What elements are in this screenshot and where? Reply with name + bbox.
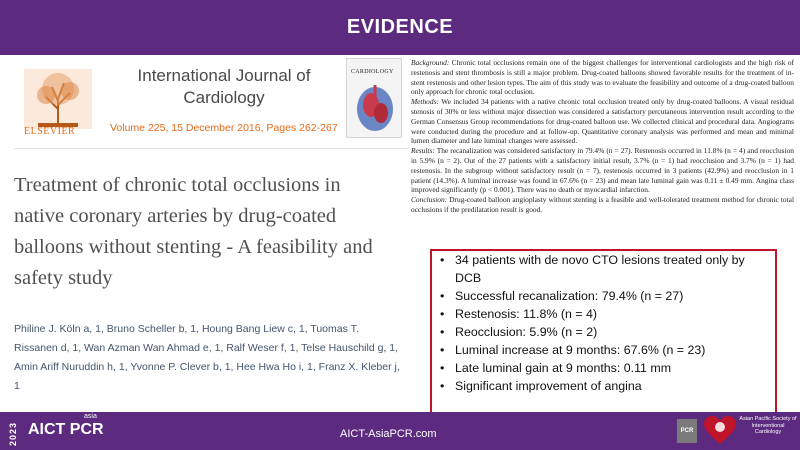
- cover-heart-image: [353, 81, 397, 133]
- abstract-conclusion: [411, 195, 794, 215]
- article-title: Treatment of chronic total occlusions in native coronary arteries by drug-coated balloons without stenting - A feasibility and safety study: [14, 174, 373, 289]
- slide-header: [0, 0, 800, 55]
- journal-masthead: [14, 62, 344, 142]
- apsic-society-name: Asian Pacific Society of Interventional Cardiology: [739, 416, 797, 435]
- abstract-methods-text: We included 34 patients with a native chronic total occlusion treated only by drug-coated balloons. A visual residual stenosis of 30% or less without major dissection was considered a satisfactory percutaneous intervention result according to the German Consensus Group recommendations for drug-coated balloon use. We collected clinical and procedural data. Angiograms were conducted during the procedure and at follow-up. Quantitative coronary analysis was performed and mean and minimal lumen diameter and late luminal changes were assessed.: [411, 97, 795, 146]
- abstract: [411, 58, 794, 215]
- slide-title: EVIDENCE: [346, 16, 454, 38]
- key-findings-box: [430, 249, 777, 425]
- aict-pcr-logo-asia: asia: [84, 413, 97, 420]
- apsic-heart-logo: [704, 416, 736, 446]
- abstract-conclusion-label: Conclusion:: [411, 195, 448, 205]
- journal-name[interactable]: International Journal of Cardiology: [137, 66, 311, 107]
- list-item: • Reocclusion: 5.9% (n = 2): [438, 323, 773, 341]
- abstract-conclusion-text: Drug-coated balloon angioplasty without stenting is a feasible and well-tolerated treatment method for chronic total occlusions if the predilatation result is good.: [411, 195, 794, 214]
- pcr-badge: PCR: [677, 419, 697, 443]
- abstract-background-label: Background:: [411, 58, 450, 67]
- list-item: • Luminal increase at 9 months: 67.6% (n = 23): [438, 341, 773, 359]
- footer-url[interactable]: AICT-AsiaPCR.com: [340, 428, 437, 440]
- publisher-name: ELSEVIER: [24, 126, 76, 137]
- masthead-divider: [14, 148, 409, 149]
- footer-year: 2023: [8, 421, 18, 446]
- elsevier-tree-logo: [24, 64, 92, 134]
- abstract-results-label: Results:: [411, 146, 435, 156]
- list-item: • Successful recanalization: 79.4% (n = 27): [438, 287, 773, 305]
- aict-pcr-logo: [28, 413, 118, 443]
- list-item: • Significant improvement of angina: [438, 377, 773, 395]
- list-item: • 34 patients with de novo CTO lesions treated only by DCB: [438, 251, 773, 287]
- journal-volume[interactable]: Volume 225, 15 December 2016, Pages 262-267: [110, 122, 338, 134]
- aict-pcr-logo-text: AICT PCR: [28, 421, 104, 438]
- list-item: • Restenosis: 11.8% (n = 4): [438, 305, 773, 323]
- key-findings-list: [438, 251, 773, 395]
- abstract-methods: [411, 97, 794, 146]
- author-list[interactable]: Philine J. Köln a, 1, Bruno Scheller b, 1, Houng Bang Liew c, 1, Tuomas T. Rissanen d, 1, Wan Azman Wan Ahmad e, 1, Ralf Weser f, 1, Telse Hauschild g, 1, Amin Ariff Nuruddin h, 1, Yvonne P. Clever b, 1, Hee Hwa Ho i, 1, Franz X. Kleber j, 1: [14, 323, 400, 392]
- abstract-background-text: Chronic total occlusions remain one of the biggest challenges for interventional cardiologists and the high risk of restenosis and stent thrombosis is still a major problem. Drug-coated balloons showed favorable results for the treatment of in-stent restenosis and other lesion types. The aim of this study was to evaluate the feasibility and outcome of a drug-coated balloon only approach for chronic total occlusion.: [411, 58, 794, 97]
- list-item: • Late luminal gain at 9 months: 0.11 mm: [438, 359, 773, 377]
- abstract-results: [411, 146, 794, 195]
- cover-title: CARDIOLOGY: [351, 69, 394, 75]
- journal-cover: [346, 58, 402, 138]
- abstract-results-text: The recanalization was considered satisfactory in 79.4% (n = 27). Restenosis occurred in 11.8% (n = 4) and reocclusion in 5.9% (n = 2). Out of the 27 patients with a satisfactory initial result, 3.7% (n = 1) had reocclusion and 3.7% (n = 1) had restenosis. In the subgroup without satisfactory result (n = 7), restenosis occurred in 3 patients (42.9%) and reocclusion in 1 patient (14.3%). A luminal increase was found in 67.6% (n = 23) and mean late luminal gain was 0.11 ± 0.49 mm. Angina class improved significantly (p < 0.001). There was no death or myocardial infarction.: [411, 146, 794, 195]
- abstract-methods-label: Methods:: [411, 97, 439, 107]
- abstract-background: [411, 58, 794, 97]
